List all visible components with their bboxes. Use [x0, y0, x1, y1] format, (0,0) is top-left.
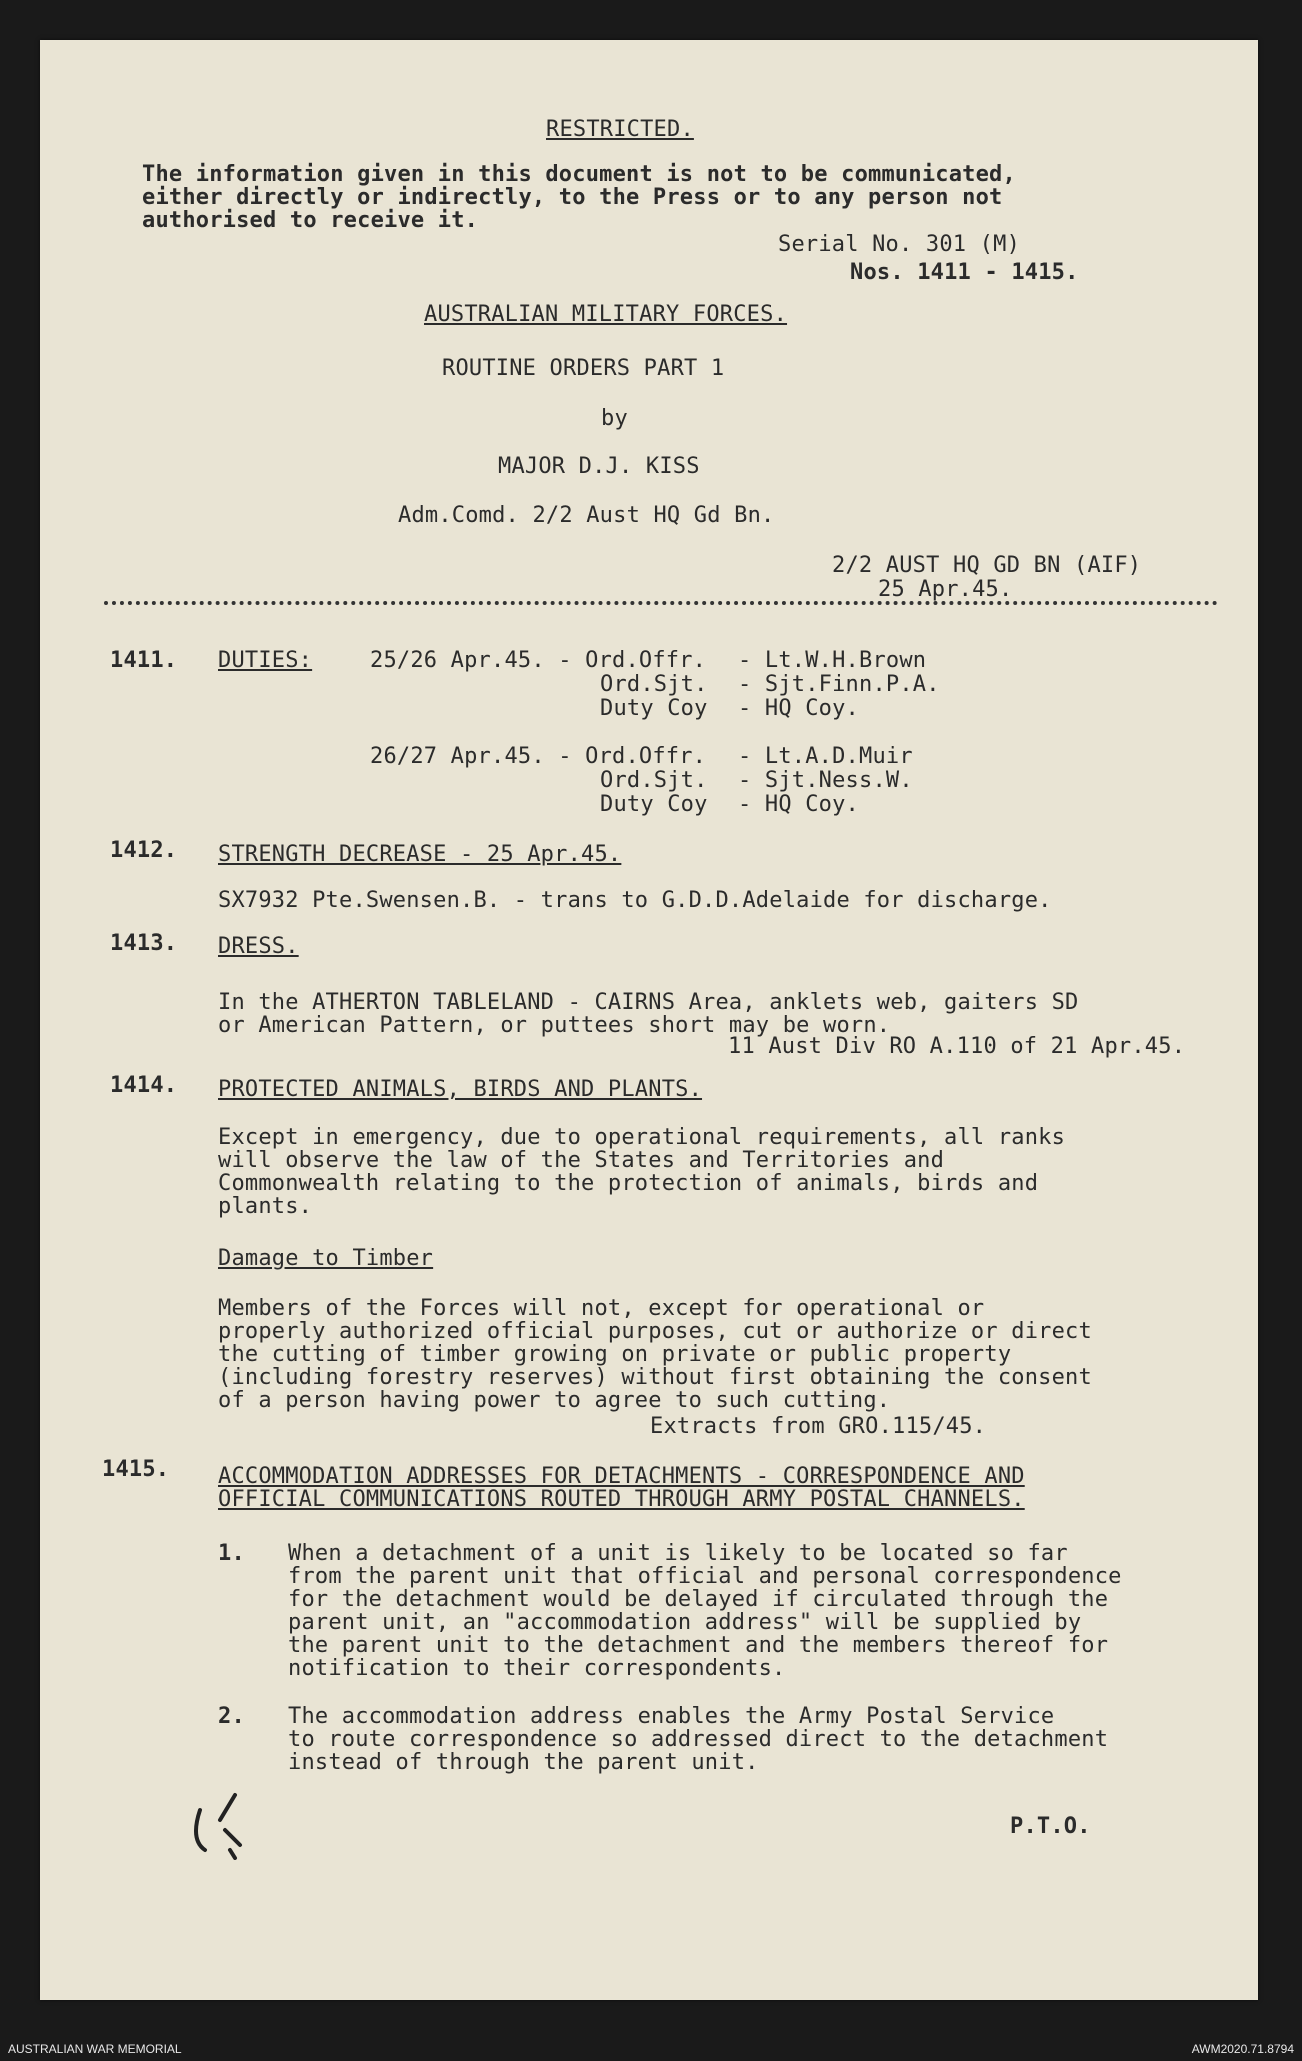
notice-line: The information given in this document is not to be communicated, [142, 162, 1016, 187]
order-text: In the ATHERTON TABLELAND - CAIRNS Area, anklets web, gaiters SD [218, 990, 1079, 1015]
serial-number: Serial No. 301 (M) [778, 232, 1021, 257]
notice-line: either directly or indirectly, to the Press or to any person not [142, 185, 1003, 210]
order-date: 25 Apr.45. [878, 577, 1013, 602]
order-text: SX7932 Pte.Swensen.B. - trans to G.D.D.Adelaide for discharge. [218, 888, 1052, 913]
order-text: properly authorized official purposes, cut or authorize or direct [218, 1319, 1092, 1344]
order-subheading: Damage to Timber [218, 1246, 434, 1271]
order-heading: OFFICIAL COMMUNICATIONS ROUTED THROUGH ARMY POSTAL CHANNELS. [218, 1487, 1025, 1512]
order-number: 1413. [110, 931, 178, 956]
order-number: 1412. [110, 838, 178, 863]
order-text: notification to their correspondents. [288, 1656, 786, 1681]
officer-name: MAJOR D.J. KISS [498, 454, 700, 479]
duty-row-label: 25/26 Apr.45. - Ord.Offr. [370, 648, 707, 673]
please-turn-over: P.T.O. [1010, 1814, 1091, 1839]
duty-row-value: - HQ Coy. [738, 696, 860, 721]
order-text: instead of through the parent unit. [288, 1750, 759, 1775]
order-text: When a detachment of a unit is likely to be located so far [288, 1541, 1068, 1566]
duty-row-value: - Lt.A.D.Muir [738, 744, 913, 769]
order-reference: 11 Aust Div RO A.110 of 21 Apr.45. [728, 1034, 1186, 1059]
order-heading: STRENGTH DECREASE - 25 Apr.45. [218, 842, 622, 867]
force-title: AUSTRALIAN MILITARY FORCES. [424, 302, 788, 327]
section-divider [104, 601, 1218, 605]
order-number: 1415. [102, 1457, 170, 1482]
order-number: 1414. [110, 1073, 178, 1098]
order-text: Commonwealth relating to the protection of animals, birds and [218, 1171, 1039, 1196]
order-text: plants. [218, 1194, 313, 1219]
order-text: of a person having power to agree to such cutting. [218, 1388, 891, 1413]
duty-row-label: Duty Coy [600, 696, 708, 721]
routine-orders-title: ROUTINE ORDERS PART 1 [442, 356, 725, 381]
handwritten-mark [180, 1750, 290, 1860]
order-heading: ACCOMMODATION ADDRESSES FOR DETACHMENTS - CORRESPONDENCE AND [218, 1464, 1025, 1489]
duty-row-label: Duty Coy [600, 792, 708, 817]
order-text: or American Pattern, or puttees short may be worn. [218, 1013, 891, 1038]
order-text: will observe the law of the States and Territories and [218, 1148, 945, 1173]
order-number: 1411. [110, 648, 178, 673]
duty-row-value: - Sjt.Ness.W. [738, 768, 913, 793]
order-heading: PROTECTED ANIMALS, BIRDS AND PLANTS. [218, 1077, 703, 1102]
order-text: for the detachment would be delayed if circulated through the [288, 1587, 1109, 1612]
order-text: parent unit, an "accommodation address" will be supplied by [288, 1610, 1082, 1635]
notice-line: authorised to receive it. [142, 208, 479, 233]
paragraph-number: 2. [218, 1704, 245, 1729]
archive-credit: AUSTRALIAN WAR MEMORIAL [8, 2042, 182, 2056]
by-line: by [601, 406, 628, 431]
order-text: Members of the Forces will not, except for operational or [218, 1296, 985, 1321]
duty-row-value: - Sjt.Finn.P.A. [738, 672, 940, 697]
document-page [40, 40, 1258, 2000]
order-text: the cutting of timber growing on private or public property [218, 1342, 1012, 1367]
duty-row-value: - HQ Coy. [738, 792, 860, 817]
order-text: Except in emergency, due to operational requirements, all ranks [218, 1125, 1066, 1150]
duty-row-label: Ord.Sjt. [600, 672, 708, 697]
duty-row-label: 26/27 Apr.45. - Ord.Offr. [370, 744, 707, 769]
duty-row-label: Ord.Sjt. [600, 768, 708, 793]
order-text: (including forestry reserves) without first obtaining the consent [218, 1365, 1092, 1390]
archive-reference: AWM2020.71.8794 [1191, 2042, 1294, 2056]
duty-row-value: - Lt.W.H.Brown [738, 648, 927, 673]
order-text: from the parent unit that official and personal correspondence [288, 1564, 1122, 1589]
order-text: the parent unit to the detachment and the members thereof for [288, 1633, 1109, 1658]
order-text: The accommodation address enables the Army Postal Service [288, 1704, 1055, 1729]
order-heading: DUTIES: [218, 648, 313, 673]
command-line: Adm.Comd. 2/2 Aust HQ Gd Bn. [398, 503, 775, 528]
paragraph-number: 1. [218, 1541, 245, 1566]
order-numbers: Nos. 1411 - 1415. [850, 260, 1079, 285]
classification-heading: RESTRICTED. [546, 117, 694, 142]
order-heading: DRESS. [218, 934, 299, 959]
order-text: to route correspondence so addressed direct to the detachment [288, 1727, 1109, 1752]
order-reference: Extracts from GRO.115/45. [650, 1414, 987, 1439]
unit-name: 2/2 AUST HQ GD BN (AIF) [832, 553, 1142, 578]
